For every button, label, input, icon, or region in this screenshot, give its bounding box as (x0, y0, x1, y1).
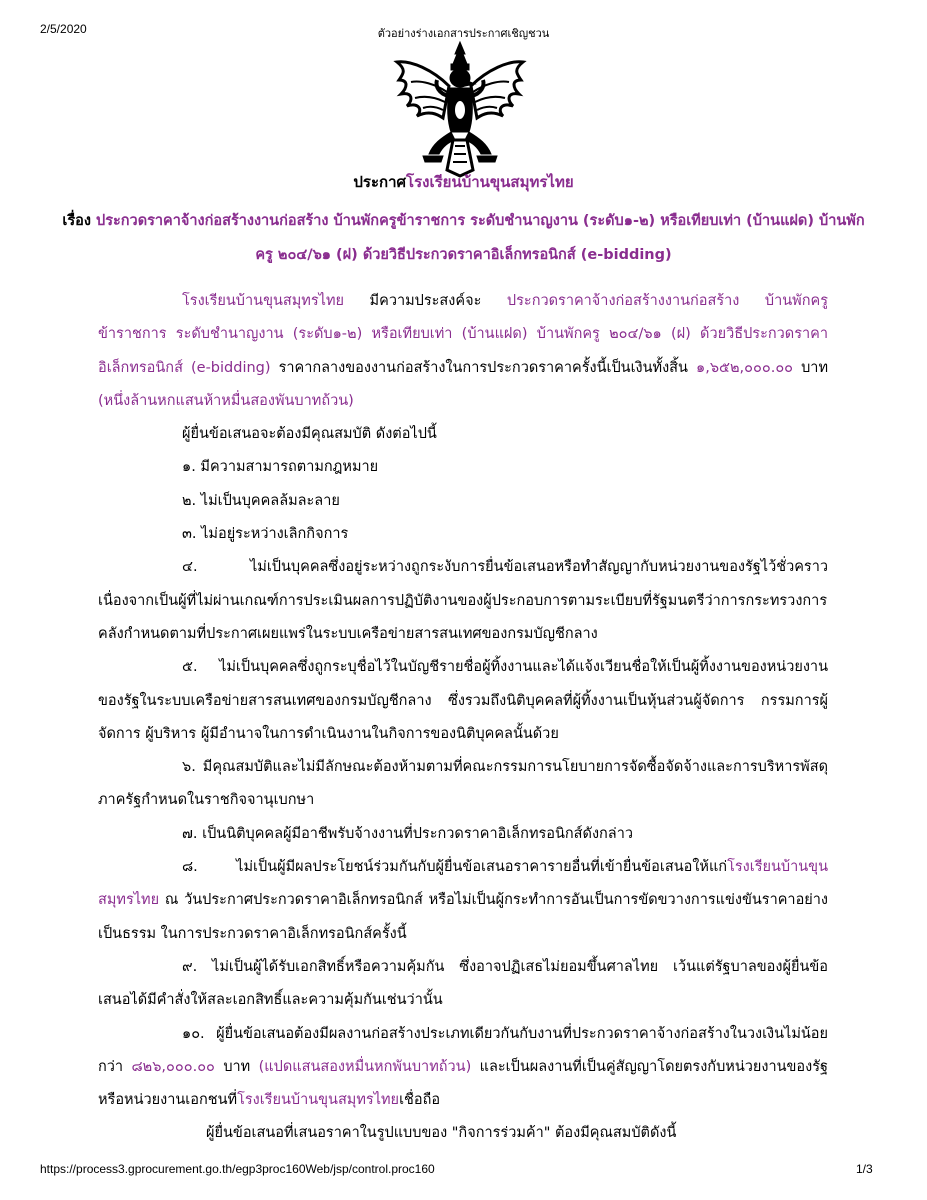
item-8-text-b: ณ วันประกาศประกวดราคาอิเล็กทรอนิกส์ หรือไม่เป็นผู้กระทำการอันเป็นการขัดขวางการแข่งขันราคาอย่างเป็นธรรม ในการประกวดราคาอิเล็กทรอนิกส์ครั้งนี้ (98, 892, 828, 942)
qualification-item-7: ๗. เป็นนิติบุคคลผู้มีอาชีพรับจ้างงานที่ประกวดราคาอิเล็กทรอนิกส์ดังกล่าว (182, 825, 633, 842)
qualification-item-5: ๕. ไม่เป็นบุคคลซึ่งถูกระบุชื่อไว้ในบัญชีรายชื่อผู้ทิ้งงานและได้แจ้งเวียนชื่อให้เป็นผู้ทิ้งงานของหน่วยงานของรัฐในระบบเครือข่ายสารสนเทศของกรมบัญชีกลาง ซึ่งรวมถึงนิติบุคคลที่ผู้ทิ้งงานเป็นหุ้นส่วนผู้จัดการ กรรมการผู้จัดการ ผู้บริหาร ผู้มีอำนาจในการดำเนินงานในกิจการของนิติบุคคลนั้นด้วย (98, 659, 828, 742)
item-8-text-a: ๘. ไม่เป็นผู้มีผลประโยชน์ร่วมกันกับผู้ยื่นข้อเสนอราคารายอื่นที่เข้ายื่นข้อเสนอให้แก่ (182, 859, 728, 876)
footer-url: https://process3.gprocurement.go.th/egp3proc160Web/jsp/control.proc160 (40, 1162, 435, 1176)
intro-text-2: ราคากลางของงานก่อสร้างในการประกวดราคาครั้งนี้เป็นเงินทั้งสิ้น (270, 359, 696, 376)
item-10-school: โรงเรียนบ้านขุนสมุทรไทย (237, 1092, 400, 1109)
intro-school: โรงเรียนบ้านขุนสมุทรไทย (182, 293, 344, 309)
announcement-prefix: ประกาศ (353, 173, 407, 191)
joint-venture-intro: ผู้ยื่นข้อเสนอที่เสนอราคาในรูปแบบของ "กิจการร่วมค้า" ต้องมีคุณสมบัติดังนี้ (206, 1125, 677, 1142)
item-10-text-b: บาท (214, 1058, 259, 1075)
announcement-subject (60, 204, 867, 272)
print-date: 2/5/2020 (40, 22, 87, 36)
qualification-item-4: ๔. ไม่เป็นบุคคลซึ่งอยู่ระหว่างถูกระงับการยื่นข้อเสนอหรือทำสัญญากับหน่วยงานของรัฐไว้ชั่วคราว เนื่องจากเป็นผู้ที่ไม่ผ่านเกณฑ์การประเมินผลการปฏิบัติงานของผู้ประกอบการตามระเบียบที่รัฐมนตรีว่าการกระทรวงการคลังกำหนดตามที่ประกาศเผยแพร่ในระบบเครือข่ายสารสนเทศของกรมบัญชีกลาง (98, 559, 828, 642)
garuda-emblem-icon (393, 40, 527, 178)
item-10-amount-words: (แปดแสนสองหมื่นหกพันบาทถ้วน) (258, 1058, 472, 1075)
announcement-heading (60, 170, 867, 194)
intro-amount-words: (หนึ่งล้านหกแสนห้าหมื่นสองพันบาทถ้วน) (98, 392, 354, 409)
intro-text-3: บาท (793, 359, 828, 376)
announcement-school-name: โรงเรียนบ้านขุนสมุทรไทย (406, 173, 574, 191)
document-header-title: ตัวอย่างร่างเอกสารประกาศเชิญชวน (377, 27, 550, 40)
item-10-amount: ๘๒๖,๐๐๐.๐๐ (131, 1058, 215, 1075)
document-body (98, 285, 828, 1151)
qualification-item-8 (98, 851, 828, 951)
intro-text-1: มีความประสงค์จะ (344, 293, 507, 309)
qualification-item-6: ๖. มีคุณสมบัติและไม่มีลักษณะต้องห้ามตามที่คณะกรรมการนโยบายการจัดซื้อจัดจ้างและการบริหารพัสดุภาครัฐกำหนดในราชกิจจานุเบกษา (98, 759, 828, 809)
item-10-text-a: ๑๐. ผู้ยื่นข้อเสนอต้องมีผลงานก่อสร้างประเภทเดียวกันกับงานที่ประกวดราคาจ้างก่อสร้างในวงเงินไม่น้อยกว่า (98, 1025, 828, 1075)
intro-paragraph (98, 285, 828, 418)
intro-amount: ๑,๖๕๒,๐๐๐.๐๐ (696, 359, 794, 376)
subject-label: เรื่อง (62, 213, 91, 229)
item-8-school: โรงเรียนบ้านขุนสมุทรไทย (98, 859, 828, 909)
intro-subject: ประกวดราคาจ้างก่อสร้างงานก่อสร้าง บ้านพักครูข้าราชการ ระดับชำนาญงาน (ระดับ๑-๒) หรือเทียบเท่า (บ้านแฝด) บ้านพักครู ๒๐๔/๖๑ (ฝ) ด้วยวิธีประกวดราคาอิเล็กทรอนิกส์ (e-bidding) (98, 293, 829, 376)
item-10-text-d: เชื่อถือ (399, 1092, 441, 1109)
qualification-item-1: ๑. มีความสามารถตามกฎหมาย (182, 459, 379, 476)
qualification-item-9: ๙. ไม่เป็นผู้ได้รับเอกสิทธิ์หรือความคุ้มกัน ซึ่งอาจปฏิเสธไม่ยอมขึ้นศาลไทย เว้นแต่รัฐบาลของผู้ยื่นข้อเสนอได้มีคำสั่งให้สละเอกสิทธิ์และความคุ้มกันเช่นว่านั้น (98, 958, 828, 1009)
qualification-intro: ผู้ยื่นข้อเสนอจะต้องมีคุณสมบัติ ดังต่อไปนี้ (182, 426, 437, 443)
item-10-text-c: และเป็นผลงานที่เป็นคู่สัญญาโดยตรงกับหน่วยงานของรัฐ หรือหน่วยงานเอกชนที่ (98, 1058, 828, 1109)
qualification-item-2: ๒. ไม่เป็นบุคคลล้มละลาย (182, 492, 340, 509)
subject-text: ประกวดราคาจ้างก่อสร้างงานก่อสร้าง บ้านพักครูข้าราชการ ระดับชำนาญงาน (ระดับ๑-๒) หรือเทียบเท่า (บ้านแฝด) บ้านพักครู ๒๐๔/๖๑ (ฝ) ด้วยวิธีประกวดราคาอิเล็กทรอนิกส์ (e-bidding) (96, 213, 865, 263)
page-number: 1/3 (856, 1162, 873, 1176)
qualification-item-10 (98, 1018, 828, 1118)
qualification-item-3: ๓. ไม่อยู่ระหว่างเลิกกิจการ (182, 526, 349, 543)
